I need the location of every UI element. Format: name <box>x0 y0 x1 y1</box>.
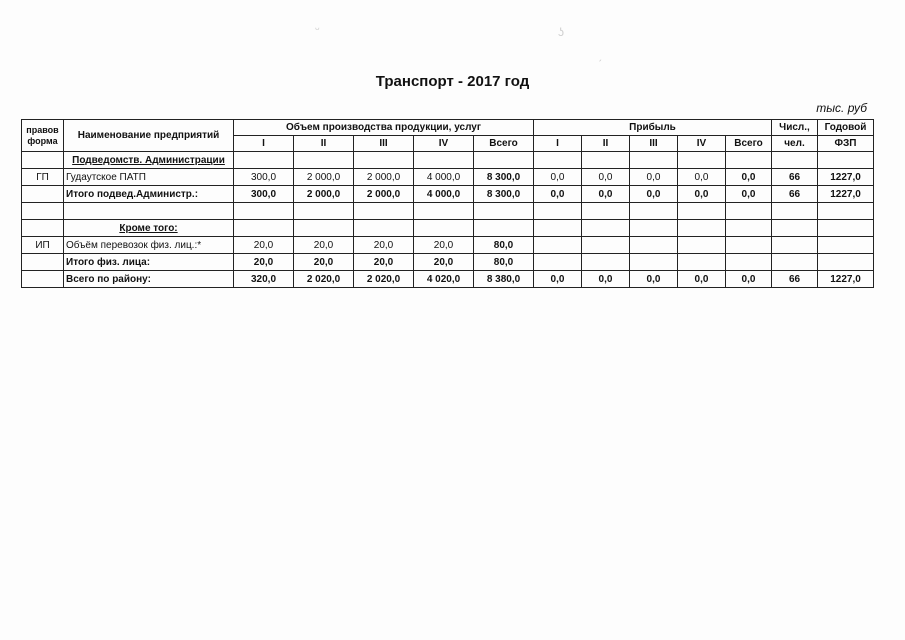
profit-q1-header: I <box>534 136 582 152</box>
scan-artifact-icon: ˏ <box>598 48 602 62</box>
cell-prod-total: 8 300,0 <box>474 169 534 186</box>
profit-q4-header: IV <box>678 136 726 152</box>
cell-prod: 20,0 <box>234 237 294 254</box>
prod-total-header: Всего <box>474 136 534 152</box>
cell-prod-total: 80,0 <box>474 254 534 271</box>
cell-prod-total: 8 380,0 <box>474 271 534 288</box>
cell-prod <box>474 220 534 237</box>
header-name: Наименование предприятий <box>64 120 234 152</box>
table-row <box>22 220 874 237</box>
cell-prod: 20,0 <box>414 237 474 254</box>
cell-fzp: 1227,0 <box>818 271 874 288</box>
cell-prod: 4 020,0 <box>414 271 474 288</box>
header-headcount-line2: чел. <box>772 136 818 152</box>
cell-profit <box>630 237 678 254</box>
header-profit: Прибыль <box>534 120 772 136</box>
cell-name: Итого физ. лица: <box>64 254 234 271</box>
cell-prod <box>294 220 354 237</box>
cell-profit <box>582 220 630 237</box>
cell-form <box>22 186 64 203</box>
cell-profit <box>726 237 772 254</box>
scan-artifact-icon: ʖ <box>558 25 564 39</box>
cell-prod <box>294 203 354 220</box>
cell-form <box>22 271 64 288</box>
cell-headcount: 66 <box>772 186 818 203</box>
header-form <box>22 120 64 152</box>
cell-profit <box>534 254 582 271</box>
cell-prod: 2 020,0 <box>294 271 354 288</box>
cell-profit <box>726 254 772 271</box>
cell-headcount <box>772 254 818 271</box>
cell-fzp <box>818 220 874 237</box>
cell-profit: 0,0 <box>678 169 726 186</box>
cell-name: Итого подвед.Администр.: <box>64 186 234 203</box>
transport-report-table <box>21 119 874 288</box>
cell-prod <box>414 220 474 237</box>
cell-prod <box>474 203 534 220</box>
cell-profit-total: 0,0 <box>726 186 772 203</box>
cell-profit: 0,0 <box>582 271 630 288</box>
cell-profit <box>534 220 582 237</box>
cell-form <box>22 203 64 220</box>
cell-profit <box>678 152 726 169</box>
cell-headcount <box>772 152 818 169</box>
units-note: тыс. руб <box>816 101 867 115</box>
cell-profit: 0,0 <box>630 271 678 288</box>
page-title: Транспорт - 2017 год <box>375 73 530 90</box>
cell-prod <box>354 220 414 237</box>
cell-fzp: 1227,0 <box>818 186 874 203</box>
cell-name: Объём перевозок физ. лиц.:* <box>64 237 234 254</box>
cell-prod: 20,0 <box>414 254 474 271</box>
section-heading: Подведомств. Администрации <box>64 152 234 169</box>
cell-prod-total: 80,0 <box>474 237 534 254</box>
header-fzp-line2: ФЗП <box>818 136 874 152</box>
cell-prod: 20,0 <box>294 237 354 254</box>
cell-profit: 0,0 <box>678 271 726 288</box>
cell-prod: 300,0 <box>234 169 294 186</box>
cell-profit: 0,0 <box>534 186 582 203</box>
cell-name: Всего по району: <box>64 271 234 288</box>
header-form-line1: правов <box>26 124 59 135</box>
cell-profit <box>630 220 678 237</box>
cell-prod <box>474 152 534 169</box>
table-row <box>22 186 874 203</box>
cell-form <box>22 152 64 169</box>
table-row <box>22 169 874 186</box>
cell-prod: 2 000,0 <box>294 169 354 186</box>
cell-profit-total: 0,0 <box>726 169 772 186</box>
cell-profit <box>630 254 678 271</box>
profit-total-header: Всего <box>726 136 772 152</box>
cell-prod <box>234 220 294 237</box>
cell-headcount: 66 <box>772 169 818 186</box>
cell-prod: 2 000,0 <box>354 169 414 186</box>
cell-headcount: 66 <box>772 271 818 288</box>
cell-prod: 300,0 <box>234 186 294 203</box>
cell-profit <box>630 203 678 220</box>
prod-q1-header: I <box>234 136 294 152</box>
cell-prod <box>354 203 414 220</box>
cell-form: ИП <box>22 237 64 254</box>
table-row <box>22 152 874 169</box>
cell-profit <box>534 203 582 220</box>
cell-prod: 20,0 <box>354 237 414 254</box>
prod-q2-header: II <box>294 136 354 152</box>
cell-prod: 2 000,0 <box>354 186 414 203</box>
cell-prod: 4 000,0 <box>414 186 474 203</box>
profit-q2-header: II <box>582 136 630 152</box>
cell-profit <box>726 220 772 237</box>
cell-headcount <box>772 237 818 254</box>
cell-profit: 0,0 <box>582 169 630 186</box>
cell-headcount <box>772 203 818 220</box>
cell-name <box>64 203 234 220</box>
cell-profit: 0,0 <box>678 186 726 203</box>
table-row <box>22 271 874 288</box>
cell-prod: 2 000,0 <box>294 186 354 203</box>
cell-prod <box>414 203 474 220</box>
cell-profit: 0,0 <box>582 186 630 203</box>
cell-profit <box>678 220 726 237</box>
cell-profit-total: 0,0 <box>726 271 772 288</box>
cell-fzp <box>818 203 874 220</box>
header-production: Объем производства продукции, услуг <box>234 120 534 136</box>
cell-prod: 2 020,0 <box>354 271 414 288</box>
cell-profit <box>534 152 582 169</box>
cell-profit: 0,0 <box>534 271 582 288</box>
cell-profit <box>678 254 726 271</box>
cell-prod <box>354 152 414 169</box>
cell-fzp: 1227,0 <box>818 169 874 186</box>
cell-prod-total: 8 300,0 <box>474 186 534 203</box>
cell-profit: 0,0 <box>630 186 678 203</box>
cell-profit <box>582 237 630 254</box>
profit-q3-header: III <box>630 136 678 152</box>
cell-profit <box>582 254 630 271</box>
scan-artifact-icon: ᵕ <box>315 22 320 36</box>
table-row <box>22 254 874 271</box>
cell-prod <box>234 203 294 220</box>
cell-form <box>22 254 64 271</box>
header-row-top <box>22 120 874 136</box>
cell-prod: 20,0 <box>294 254 354 271</box>
cell-profit <box>582 203 630 220</box>
cell-form: ГП <box>22 169 64 186</box>
cell-profit <box>678 237 726 254</box>
table-row <box>22 237 874 254</box>
header-fzp-line1: Годовой <box>818 120 874 136</box>
cell-profit <box>726 152 772 169</box>
cell-prod <box>234 152 294 169</box>
cell-fzp <box>818 237 874 254</box>
cell-profit <box>534 237 582 254</box>
cell-prod <box>294 152 354 169</box>
cell-profit <box>678 203 726 220</box>
cell-prod: 320,0 <box>234 271 294 288</box>
prod-q3-header: III <box>354 136 414 152</box>
cell-fzp <box>818 254 874 271</box>
cell-prod: 20,0 <box>234 254 294 271</box>
header-form-line2: форма <box>27 135 58 146</box>
cell-prod <box>414 152 474 169</box>
section-heading: Кроме того: <box>64 220 234 237</box>
prod-q4-header: IV <box>414 136 474 152</box>
cell-fzp <box>818 152 874 169</box>
table-row <box>22 203 874 220</box>
header-headcount-line1: Числ., <box>772 120 818 136</box>
cell-prod: 20,0 <box>354 254 414 271</box>
cell-headcount <box>772 220 818 237</box>
cell-prod: 4 000,0 <box>414 169 474 186</box>
cell-name: Гудаутское ПАТП <box>64 169 234 186</box>
cell-profit <box>630 152 678 169</box>
cell-profit: 0,0 <box>630 169 678 186</box>
cell-profit <box>726 203 772 220</box>
cell-profit <box>582 152 630 169</box>
cell-form <box>22 220 64 237</box>
cell-profit: 0,0 <box>534 169 582 186</box>
